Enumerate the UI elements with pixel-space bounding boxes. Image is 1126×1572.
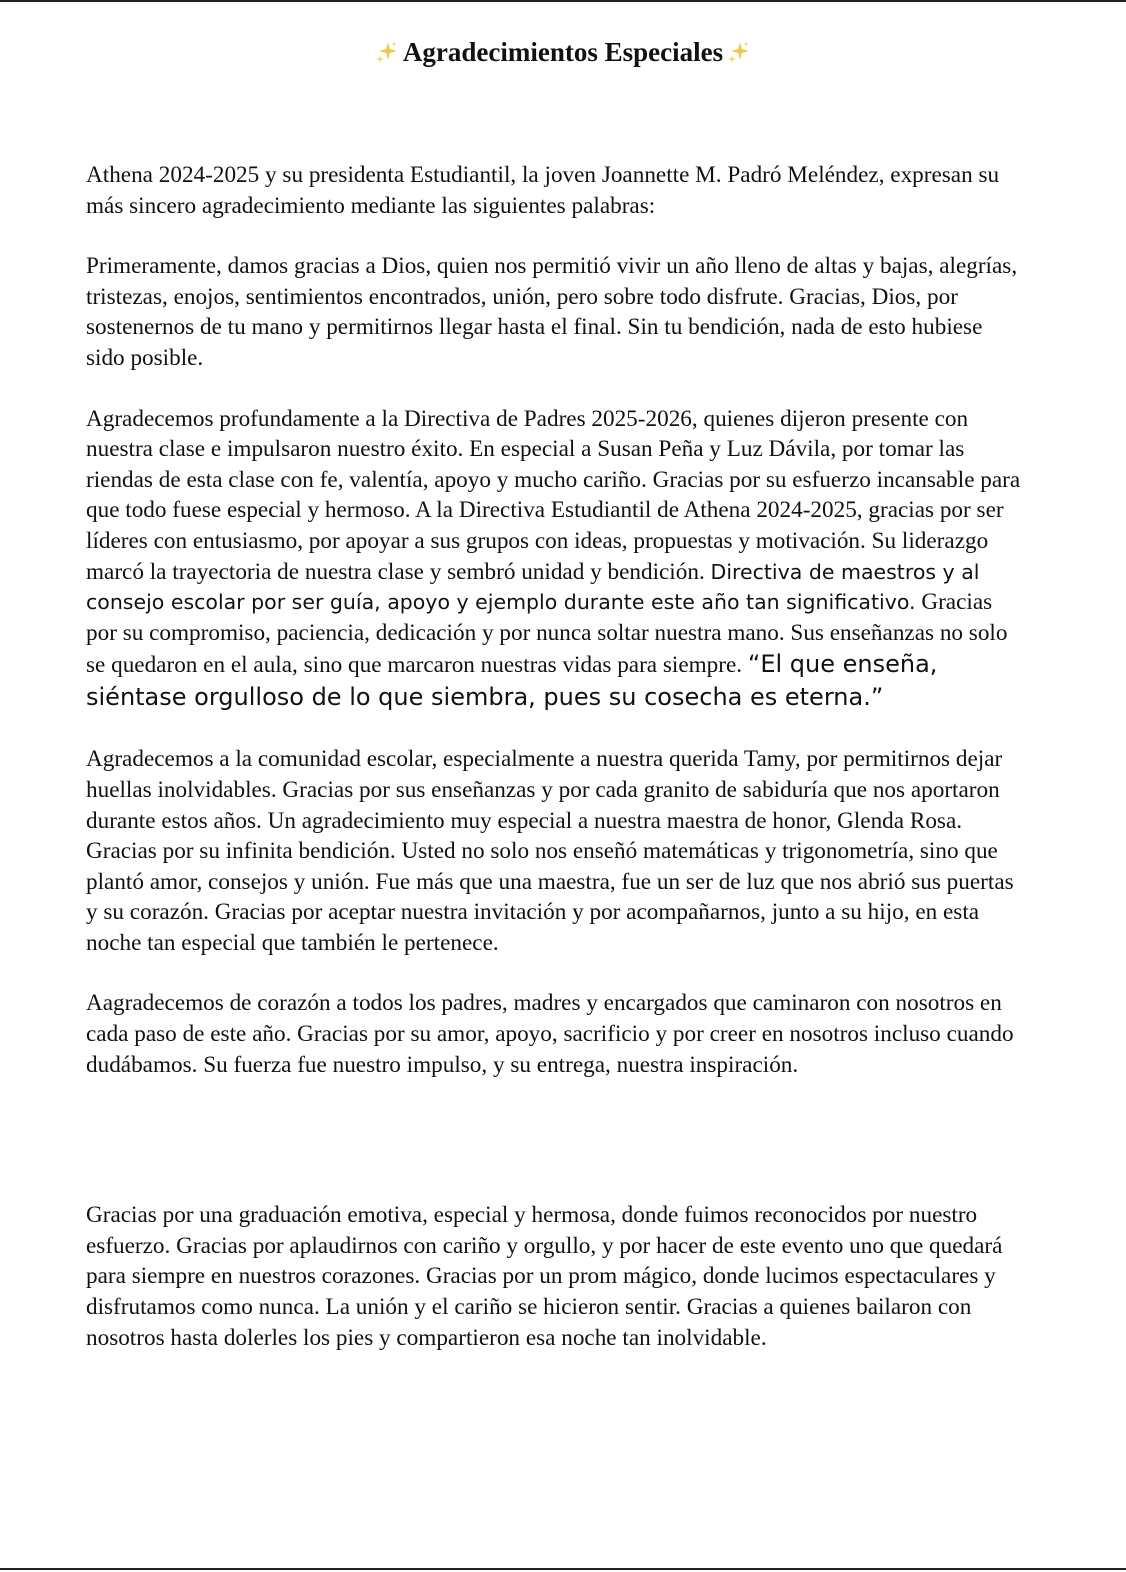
paragraph-god: Primeramente, damos gracias a Dios, quien nos permitió vivir un año lleno de altas y bajas, alegrías, tristezas, enojos, sentimientos encontrados, unión, pero sobre todo disfrute. Gracias, Dios, por sostenernos de tu mano y permitirnos llegar hasta el final. Sin tu bendición, nada de esto hubiese sido posible.	[86, 253, 1018, 371]
paragraph-graduation: Gracias por una graduación emotiva, especial y hermosa, donde fuimos reconocidos por nuestro esfuerzo. Gracias por aplaudirnos con cariño y orgullo, y por hacer de este evento uno que quedará para siempre en nuestros corazones. Gracias por un prom mágico, donde lucimos espectaculares y disfrutamos como nunca. La unión y el cariño se hicieron sentir. Gracias a quienes bailaron con nosotros hasta dolerles los pies y compartieron esa noche tan inolvidable.	[86, 1202, 1003, 1351]
document-body	[86, 160, 1026, 1383]
bottom-border	[0, 1568, 1126, 1570]
spacer	[86, 1110, 1026, 1200]
paragraph-directives-text: Agradecemos profundamente a la Directiva de Padres 2025-2026, quienes dijeron presente con nuestra clase e impulsaron nuestro éxito. En especial a Susan Peña y Luz Dávila, por tomar las riendas de esta clase con fe, valentía, apoyo y mucho cariño. Gracias por su esfuerzo incansable para que todo fuese especial y hermoso. A la Directiva Estudiantil de Athena 2024-2025, gracias por ser líderes con entusiasmo, por apoyar a sus grupos con ideas, propuestas y motivación. Su liderazgo marcó la trayectoria de nuestra clase y sembró unidad y bendición.	[86, 405, 1021, 585]
top-border	[0, 0, 1126, 2]
paragraph-community: Agradecemos a la comunidad escolar, especialmente a nuestra querida Tamy, por permitirnos dejar huellas inolvidables. Gracias por sus enseñanzas y por cada granito de sabiduría que nos aportaron durante estos años. Un agradecimiento muy especial a nuestra maestra de honor, Glenda Rosa. Gracias por su infinita bendición. Usted no solo nos enseñó matemáticas y trigonometría, sino que plantó amor, consejos y unión. Fue más que una maestra, fue un ser de luz que nos abrió sus puertas y su corazón. Gracias por aceptar nuestra invitación y por acompañarnos, junto a su hijo, en esta noche tan especial que también le pertenece.	[86, 746, 1014, 956]
paragraph-directives	[86, 404, 1026, 715]
page-title: Agradecimientos Especiales	[402, 37, 724, 67]
title-row	[0, 34, 1126, 70]
sparkles-icon	[727, 40, 751, 64]
teacher-quote: “El que enseña, siéntase orgulloso de lo que siembra, pues su cosecha es eterna.”	[86, 650, 938, 712]
paragraph-commitment-text: Gracias por su compromiso, paciencia, dedicación y por nunca soltar nuestra mano. Sus enseñanzas no solo se quedaron en el aula, sino que marcaron nuestras vidas para siempre.	[86, 589, 1008, 679]
paragraph-intro: Athena 2024-2025 y su presidenta Estudiantil, la joven Joannette M. Padró Meléndez, expresan su más sincero agradecimiento mediante las siguientes palabras:	[86, 162, 1000, 219]
paragraph-parents: Aagradecemos de corazón a todos los padres, madres y encargados que caminaron con nosotros en cada paso de este año. Gracias por su amor, apoyo, sacrificio y por creer en nosotros incluso cuando dudábamos. Su fuerza fue nuestro impulso, y su entrega, nuestra inspiración.	[86, 990, 1014, 1078]
paragraph-teachers-text: Directiva de maestros y al consejo escolar por ser guía, apoyo y ejemplo durante este año tan significativo.	[86, 559, 980, 615]
sparkles-icon	[375, 40, 399, 64]
